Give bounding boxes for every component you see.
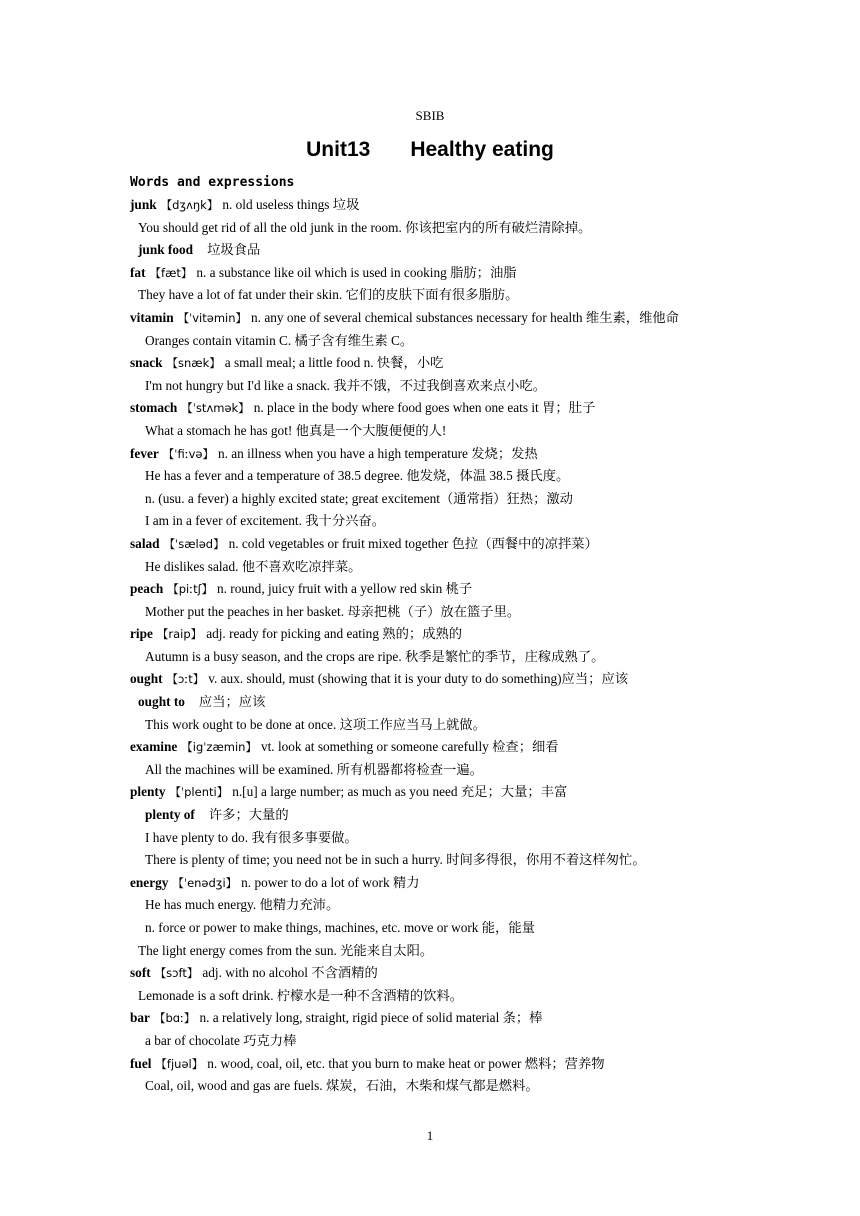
vocab-entry: [130, 1053, 750, 1076]
vocab-entry: [130, 1007, 750, 1030]
definition: n. a substance like oil which is used in cooking 脂肪；油脂: [196, 264, 517, 280]
phonetic: 【ˈenədʒi】: [172, 875, 238, 890]
vocab-entry: [130, 307, 750, 330]
phrase: plenty of: [145, 807, 195, 823]
example-sentence: What a stomach he has got! 他真是一个大腹便便的人!: [145, 422, 447, 438]
definition: n. round, juicy fruit with a yellow red skin 桃子: [217, 581, 473, 597]
headword: fever: [130, 445, 159, 461]
definition: v. aux. should, must (showing that it is your duty to do something)应当；应该: [208, 671, 629, 687]
example-sentence: They have a lot of fat under their skin. 它们的皮肤下面有很多脂肪。: [138, 287, 519, 303]
headword: ought: [130, 671, 163, 687]
definition: adj. ready for picking and eating 熟的；成熟的: [206, 626, 463, 642]
definition: n. any one of several chemical substances necessary for health 维生素，维他命: [251, 309, 679, 325]
vocab-entry: [130, 578, 750, 601]
phonetic: 【igˈzæmin】: [181, 740, 257, 755]
headword: energy: [130, 874, 169, 890]
vocab-entry: [130, 352, 750, 375]
headword: bar: [130, 1010, 150, 1026]
phonetic: 【fæt】: [149, 265, 193, 280]
example-sentence: There is plenty of time; you need not be in such a hurry. 时间多得很，你用不着这样匆忙。: [145, 852, 646, 868]
headword: snack: [130, 355, 163, 371]
page-title: [0, 137, 860, 163]
headword: examine: [130, 739, 178, 755]
example-sentence: Oranges contain vitamin C. 橘子含有维生素 C。: [145, 332, 414, 348]
definition: n. place in the body where food goes when one eats it 胃；肚子: [253, 400, 596, 416]
phonetic: 【ˈvitəmin】: [177, 310, 248, 325]
example-sentence: Lemonade is a soft drink. 柠檬水是一种不含酒精的饮料。: [138, 987, 464, 1003]
phrase-meaning: 垃圾食品: [207, 242, 261, 258]
phonetic: 【sɔft】: [154, 966, 199, 981]
example-sentence: You should get rid of all the old junk in the room. 你该把室内的所有破烂清除掉。: [138, 219, 592, 235]
example-sentence: Coal, oil, wood and gas are fuels. 煤炭，石油，木柴和煤气都是燃料。: [145, 1078, 539, 1094]
vocab-entry: [130, 397, 750, 420]
example-sentence: He has much energy. 他精力充沛。: [145, 897, 340, 913]
example-sentence: n. (usu. a fever) a highly excited state; great excitement（通常指）狂热；激动: [145, 490, 573, 506]
headword: salad: [130, 535, 160, 551]
phrase-entry: [130, 691, 750, 714]
unit-topic: Healthy eating: [410, 138, 554, 161]
example-sentence: I'm not hungry but I'd like a snack. 我并不饿，不过我倒喜欢来点小吃。: [145, 377, 547, 393]
headword: stomach: [130, 400, 178, 416]
definition: n. wood, coal, oil, etc. that you burn to make heat or power 燃料；营养物: [207, 1055, 605, 1071]
phonetic: 【ˈplenti】: [169, 785, 229, 800]
headword: fat: [130, 264, 146, 280]
headword: ripe: [130, 626, 153, 642]
phrase-meaning: 应当；应该: [198, 694, 266, 710]
phonetic: 【ˈstʌmək】: [181, 401, 250, 416]
vocab-entry: [130, 623, 750, 646]
definition: n. a relatively long, straight, rigid piece of solid material 条；棒: [199, 1010, 543, 1026]
definition: n. power to do a lot of work 精力: [241, 874, 420, 890]
section-heading: Words and expressions: [130, 175, 295, 190]
vocab-entry: [130, 262, 750, 285]
vocab-entry: [130, 872, 750, 895]
definition: adj. with no alcohol 不含酒精的: [202, 965, 378, 981]
vocab-entry: [130, 533, 750, 556]
example-sentence: The light energy comes from the sun. 光能来自太阳。: [138, 942, 434, 958]
example-sentence: I have plenty to do. 我有很多事要做。: [145, 829, 358, 845]
example-sentence: n. force or power to make things, machines, etc. move or work 能，能量: [145, 920, 535, 935]
headword: peach: [130, 581, 164, 597]
vocab-entry: [130, 443, 750, 466]
definition: n. an illness when you have a high temperature 发烧；发热: [217, 445, 538, 461]
headword: vitamin: [130, 309, 174, 325]
phrase: junk food: [138, 242, 194, 258]
example-sentence: He has a fever and a temperature of 38.5 degree. 他发烧，体温 38.5 摄氏度。: [145, 468, 570, 484]
phrase-entry: [130, 239, 750, 262]
example-sentence: a bar of chocolate 巧克力棒: [145, 1032, 297, 1048]
headword: soft: [130, 965, 151, 981]
example-sentence: Mother put the peaches in her basket. 母亲把桃（子）放在篮子里。: [145, 603, 521, 619]
definition: a small meal; a little food n. 快餐，小吃: [224, 355, 444, 371]
phonetic: 【dʒʌŋk】: [160, 198, 219, 212]
headword: plenty: [130, 784, 166, 800]
phonetic: 【ɔːt】: [166, 672, 205, 687]
phrase-meaning: 许多；大量的: [208, 807, 289, 823]
vocab-entry: [130, 668, 750, 691]
definition: vt. look at something or someone carefully 检查；细看: [260, 739, 559, 755]
vocab-entry: [130, 962, 750, 985]
vocab-entry: [130, 194, 750, 217]
phonetic: 【ˈfiːvə】: [162, 446, 214, 461]
header-label: SBIB: [415, 108, 445, 123]
phrase: ought to: [138, 694, 185, 710]
vocab-entry: [130, 781, 750, 804]
example-sentence: Autumn is a busy season, and the crops are ripe. 秋季是繁忙的季节，庄稼成熟了。: [145, 648, 605, 664]
example-sentence: All the machines will be examined. 所有机器都将检查一遍。: [145, 761, 483, 777]
phonetic: 【piːtʃ】: [167, 582, 213, 597]
example-sentence: I am in a fever of excitement. 我十分兴奋。: [145, 513, 386, 529]
phonetic: 【raip】: [156, 627, 203, 642]
unit-number: Unit13: [306, 138, 371, 161]
example-sentence: This work ought to be done at once. 这项工作应当马上就做。: [145, 716, 486, 732]
definition: n. old useless things 垃圾: [222, 197, 360, 212]
phonetic: 【ˈsæləd】: [163, 536, 225, 551]
phonetic: 【fjuəl】: [155, 1056, 204, 1071]
vocab-entry: [130, 736, 750, 759]
phrase-entry: [130, 804, 750, 827]
phonetic: 【snæk】: [166, 356, 221, 371]
vocabulary-list: [130, 194, 750, 1098]
page-number: 1: [426, 1128, 434, 1143]
phonetic: 【bɑː】: [153, 1011, 196, 1026]
definition: n. cold vegetables or fruit mixed together 色拉（西餐中的凉拌菜）: [228, 535, 598, 551]
example-sentence: He dislikes salad. 他不喜欢吃凉拌菜。: [145, 558, 362, 574]
definition: n.[u] a large number; as much as you need 充足；大量；丰富: [232, 784, 568, 800]
headword: junk: [130, 197, 157, 212]
headword: fuel: [130, 1055, 152, 1071]
